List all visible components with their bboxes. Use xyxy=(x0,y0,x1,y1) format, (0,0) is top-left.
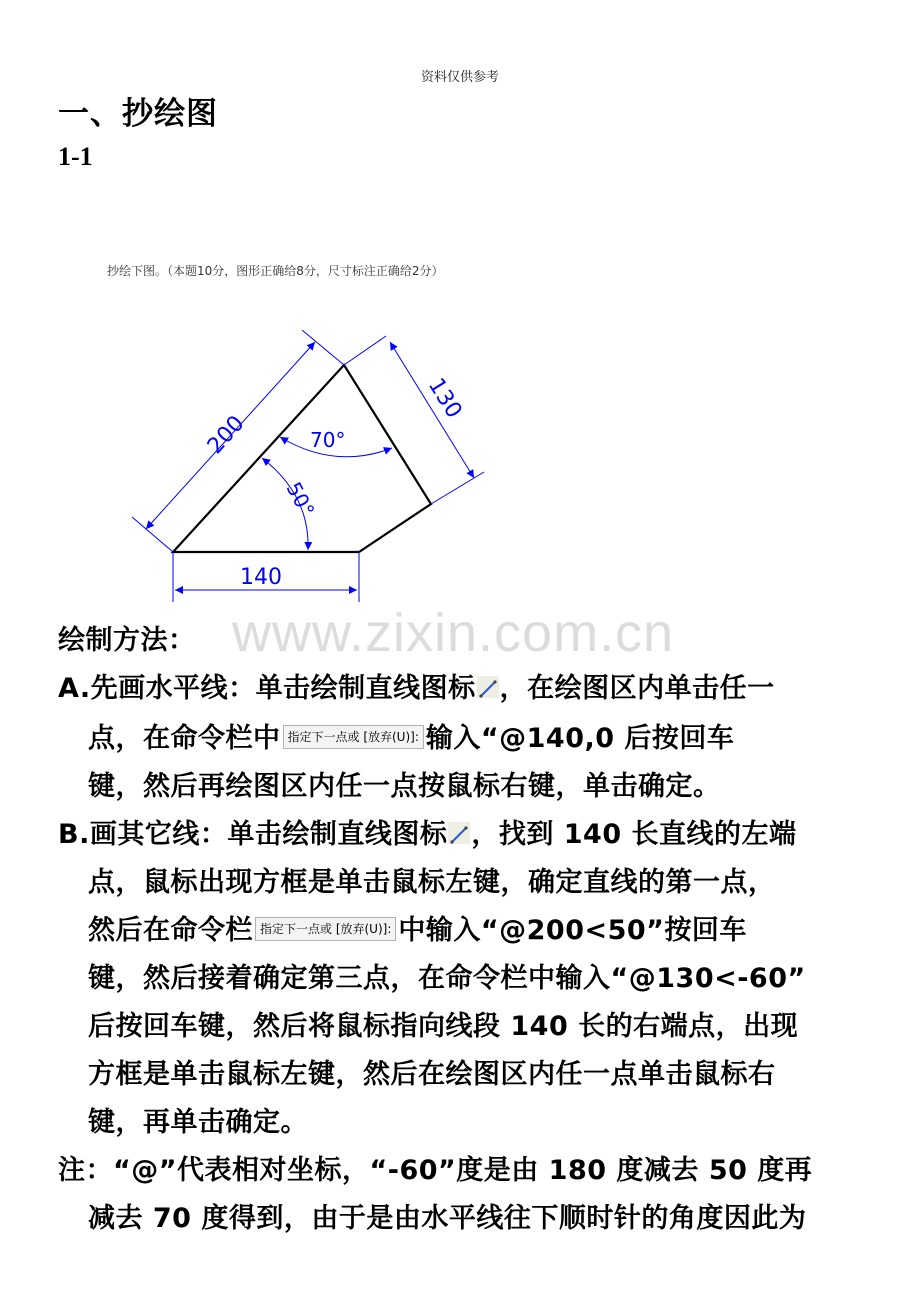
step-b-line-6: 方框是单击鼠标左键，然后在绘图区内任一点单击鼠标右 xyxy=(88,1059,776,1090)
step-a-line-2: 点，在命令栏中 指定下一点或 [放弃(U)]: 输入“@140,0 后按回车 xyxy=(88,723,735,754)
dim-130-text: 130 xyxy=(422,373,467,423)
watermark: www.zixin.com.cn xyxy=(232,603,675,663)
shape-outline xyxy=(173,365,431,552)
step-b-line-3: 然后在命令栏 指定下一点或 [放弃(U)]: 中输入“@200<50”按回车 xyxy=(88,915,747,946)
step-b-line-7: 键，再单击确定。 xyxy=(88,1107,308,1138)
angle-70-text: 70° xyxy=(310,428,346,452)
command-prompt-box: 指定下一点或 [放弃(U)]: xyxy=(283,725,424,749)
step-b-line-5: 后按回车键，然后将鼠标指向线段 140 长的右端点，出现 xyxy=(88,1011,799,1042)
method-heading: 绘制方法： xyxy=(58,625,196,656)
line-tool-icon[interactable] xyxy=(477,676,499,698)
angle-50-text: 50° xyxy=(281,478,320,521)
note-line-1: 注：“@”代表相对坐标，“-60”度是由 180 度减去 50 度再 xyxy=(58,1155,813,1186)
line-tool-icon[interactable] xyxy=(448,822,470,844)
step-b-line-1: B.画其它线：单击绘制直线图标 ，找到 140 长直线的左端 xyxy=(58,819,797,850)
page-header: 资料仅供参考 xyxy=(420,70,499,85)
dim-200-text: 200 xyxy=(202,411,250,460)
note-line-2: 减去 70 度得到，由于是由水平线往下顺时针的角度因此为 xyxy=(88,1203,807,1234)
step-b-line-4: 键，然后接着确定第三点，在命令栏中输入“@130<-60” xyxy=(88,963,806,994)
dim-140-text: 140 xyxy=(240,565,282,590)
step-b-line-2: 点，鼠标出现方框是单击鼠标左键，确定直线的第一点， xyxy=(88,867,776,898)
step-a-line-3: 键，然后再绘图区内任一点按鼠标右键，单击确定。 xyxy=(88,771,721,802)
command-prompt-box: 指定下一点或 [放弃(U)]: xyxy=(255,917,396,941)
figure-caption: 抄绘下图。（本题10分，图形正确给8分，尺寸标注正确给2分） xyxy=(107,264,444,278)
step-a-line-1: A.先画水平线：单击绘制直线图标 ，在绘图区内单击任一 xyxy=(58,673,775,704)
problem-number: 1-1 xyxy=(58,142,93,171)
cad-figure xyxy=(120,320,500,610)
section-title: 一、抄绘图 xyxy=(58,96,218,132)
